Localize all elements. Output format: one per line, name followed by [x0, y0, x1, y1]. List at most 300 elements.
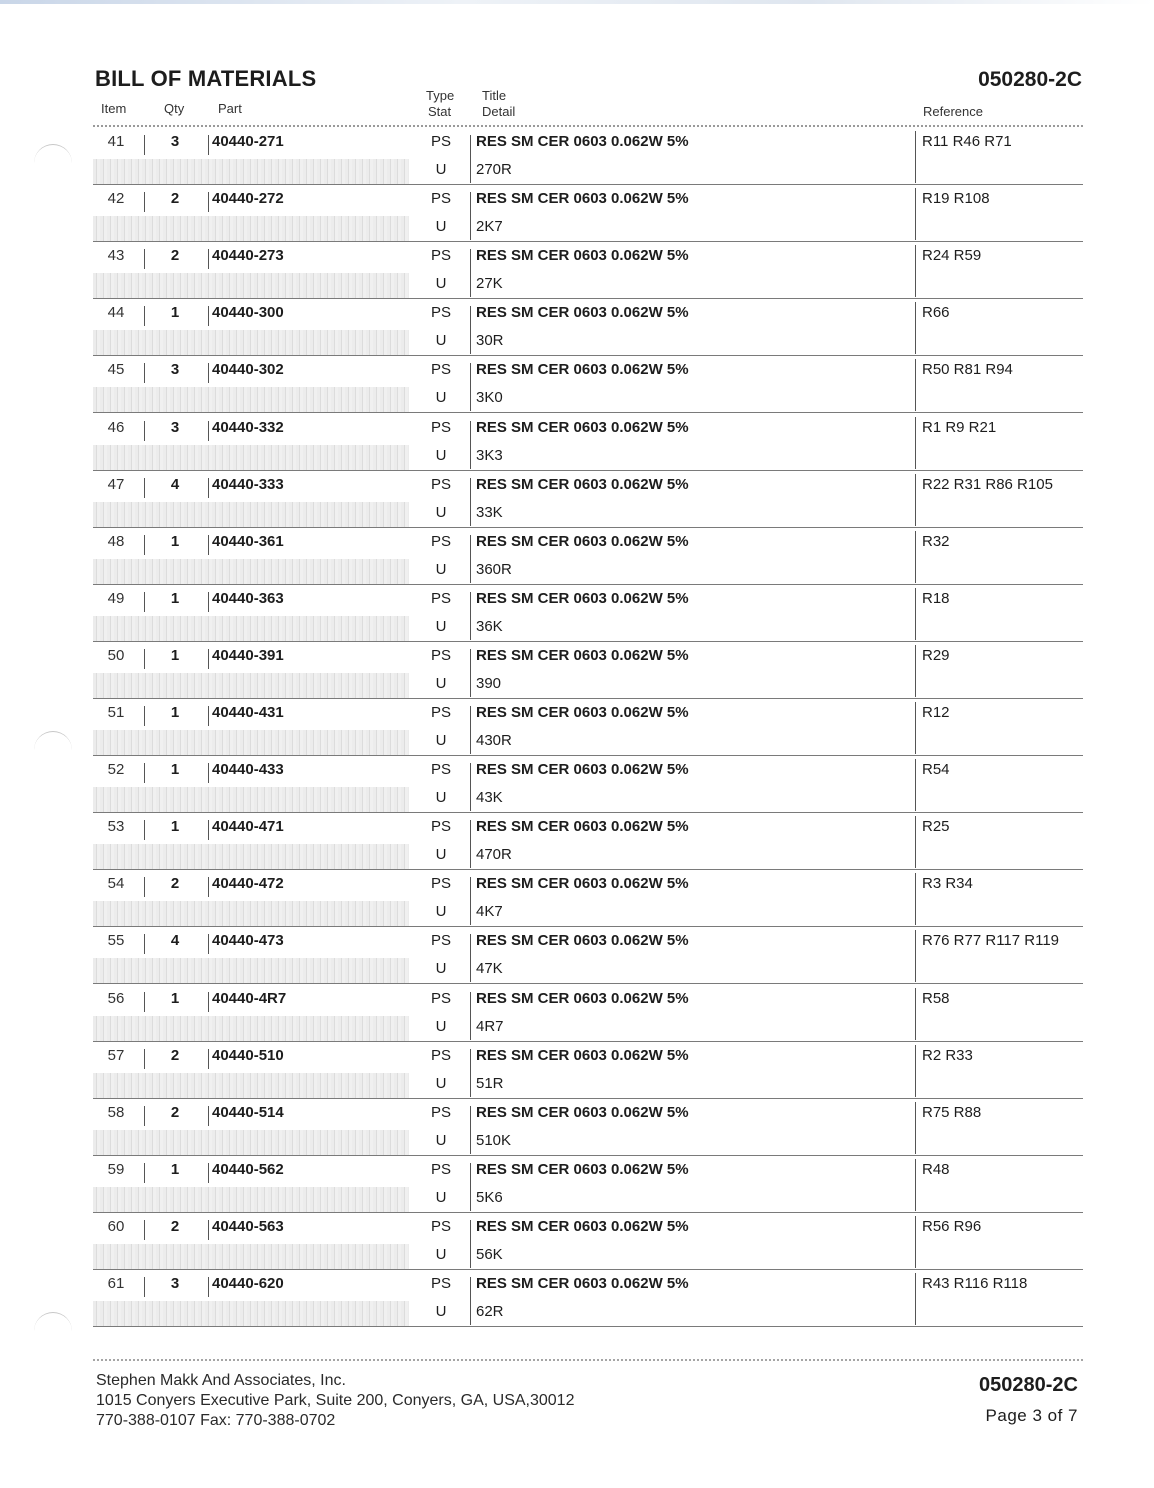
column-separator [915, 588, 916, 640]
company-phone: 770-388-0107 Fax: 770-388-0702 [96, 1412, 336, 1429]
type-code: PS [430, 190, 451, 207]
part-title: RES SM CER 0603 0.062W 5% [476, 133, 689, 150]
column-separator [915, 988, 916, 1040]
column-separator [470, 249, 471, 297]
part-number: 40440-271 [212, 133, 284, 150]
status-code: U [435, 161, 447, 178]
column-separator [915, 873, 916, 925]
status-code: U [435, 1132, 447, 1149]
row-divider [93, 298, 1083, 299]
quantity: 1 [170, 818, 180, 835]
row-divider [93, 527, 1083, 528]
column-separator [470, 478, 471, 526]
column-separator [470, 1106, 471, 1154]
part-detail: 47K [476, 960, 503, 977]
type-code: PS [430, 932, 451, 949]
part-number: 40440-472 [212, 875, 284, 892]
column-header-item: Item [101, 101, 127, 116]
header-divider [93, 125, 1083, 127]
column-separator [915, 1159, 916, 1211]
column-separator [208, 820, 209, 840]
column-header-stat: Stat [428, 104, 452, 119]
reference-designators: R22 R31 R86 R105 [922, 476, 1053, 493]
part-number: 40440-363 [212, 590, 284, 607]
item-number: 51 [107, 704, 125, 721]
part-detail: 430R [476, 732, 512, 749]
table-row [93, 700, 1083, 757]
part-detail: 36K [476, 618, 503, 635]
part-title: RES SM CER 0603 0.062W 5% [476, 818, 689, 835]
column-separator [208, 934, 209, 954]
item-number: 46 [107, 419, 125, 436]
part-number: 40440-433 [212, 761, 284, 778]
column-separator [208, 763, 209, 783]
column-separator [470, 535, 471, 583]
table-row [93, 1214, 1083, 1271]
column-separator [144, 820, 145, 840]
row-divider [93, 1098, 1083, 1099]
part-number-shading [93, 1187, 409, 1212]
type-code: PS [430, 476, 451, 493]
table-row [93, 243, 1083, 300]
part-number-shading [93, 387, 409, 412]
column-separator [470, 1163, 471, 1211]
status-code: U [435, 504, 447, 521]
quantity: 1 [170, 1161, 180, 1178]
reference-designators: R2 R33 [922, 1047, 973, 1064]
part-detail: 470R [476, 846, 512, 863]
part-title: RES SM CER 0603 0.062W 5% [476, 704, 689, 721]
reference-designators: R3 R34 [922, 875, 973, 892]
quantity: 2 [170, 1104, 180, 1121]
column-separator [208, 135, 209, 155]
company-block [96, 1371, 574, 1431]
part-number-shading [93, 1130, 409, 1155]
column-separator [208, 363, 209, 383]
table-row [93, 643, 1083, 700]
table-row [93, 757, 1083, 814]
table-row [93, 928, 1083, 985]
part-title: RES SM CER 0603 0.062W 5% [476, 247, 689, 264]
type-code: PS [430, 990, 451, 1007]
quantity: 3 [170, 419, 180, 436]
reference-designators: R76 R77 R117 R119 [922, 932, 1060, 949]
part-title: RES SM CER 0603 0.062W 5% [476, 1275, 689, 1292]
part-detail: 270R [476, 161, 512, 178]
column-separator [208, 306, 209, 326]
column-separator [470, 592, 471, 640]
table-row [93, 1271, 1083, 1328]
column-separator [470, 1220, 471, 1268]
table-row [93, 357, 1083, 414]
part-number: 40440-431 [212, 704, 284, 721]
row-divider [93, 869, 1083, 870]
part-detail: 360R [476, 561, 512, 578]
item-number: 45 [107, 361, 125, 378]
status-code: U [435, 960, 447, 977]
column-separator [915, 131, 916, 183]
column-separator [208, 249, 209, 269]
status-code: U [435, 275, 447, 292]
part-detail: 51R [476, 1075, 504, 1092]
item-number: 42 [107, 190, 125, 207]
quantity: 3 [170, 133, 180, 150]
quantity: 1 [170, 304, 180, 321]
part-detail: 62R [476, 1303, 504, 1320]
column-separator [144, 649, 145, 669]
part-title: RES SM CER 0603 0.062W 5% [476, 590, 689, 607]
column-separator [208, 1049, 209, 1069]
part-number-shading [93, 159, 409, 184]
part-number-shading [93, 502, 409, 527]
quantity: 1 [170, 990, 180, 1007]
part-number-shading [93, 787, 409, 812]
status-code: U [435, 332, 447, 349]
column-separator [470, 306, 471, 354]
part-number: 40440-273 [212, 247, 284, 264]
type-code: PS [430, 533, 451, 550]
type-code: PS [430, 1047, 451, 1064]
type-code: PS [430, 1104, 451, 1121]
column-separator [208, 592, 209, 612]
reference-designators: R19 R108 [922, 190, 990, 207]
part-number: 40440-620 [212, 1275, 284, 1292]
quantity: 2 [170, 1047, 180, 1064]
company-name: Stephen Makk And Associates, Inc. [96, 1372, 346, 1389]
part-number-shading [93, 330, 409, 355]
table-row [93, 1100, 1083, 1157]
item-number: 59 [107, 1161, 125, 1178]
status-code: U [435, 846, 447, 863]
status-code: U [435, 218, 447, 235]
punch-hole-mark [34, 144, 72, 171]
reference-designators: R56 R96 [922, 1218, 982, 1235]
row-divider [93, 698, 1083, 699]
column-separator [144, 934, 145, 954]
item-number: 50 [107, 647, 125, 664]
part-number-shading [93, 901, 409, 926]
type-code: PS [430, 647, 451, 664]
column-separator [470, 992, 471, 1040]
part-number-shading [93, 1301, 409, 1326]
table-row [93, 300, 1083, 357]
part-detail: 30R [476, 332, 504, 349]
part-number: 40440-563 [212, 1218, 284, 1235]
part-number: 40440-272 [212, 190, 284, 207]
table-row [93, 129, 1083, 186]
part-number-shading [93, 673, 409, 698]
row-divider [93, 470, 1083, 471]
part-detail: 56K [476, 1246, 503, 1263]
column-separator [470, 763, 471, 811]
table-row [93, 871, 1083, 928]
column-separator [144, 1163, 145, 1183]
column-header-reference: Reference [923, 104, 983, 119]
column-separator [144, 478, 145, 498]
type-code: PS [430, 304, 451, 321]
reference-designators: R29 [922, 647, 950, 664]
row-divider [93, 184, 1083, 185]
type-code: PS [430, 875, 451, 892]
type-code: PS [430, 1218, 451, 1235]
quantity: 2 [170, 875, 180, 892]
column-separator [144, 1106, 145, 1126]
part-title: RES SM CER 0603 0.062W 5% [476, 1161, 689, 1178]
row-divider [93, 1326, 1083, 1327]
item-number: 61 [107, 1275, 125, 1292]
part-title: RES SM CER 0603 0.062W 5% [476, 190, 689, 207]
part-title: RES SM CER 0603 0.062W 5% [476, 1218, 689, 1235]
reference-designators: R50 R81 R94 [922, 361, 1013, 378]
part-detail: 4R7 [476, 1018, 504, 1035]
type-code: PS [430, 1275, 451, 1292]
part-detail: 2K7 [476, 218, 503, 235]
quantity: 1 [170, 590, 180, 607]
column-separator [144, 421, 145, 441]
table-row [93, 186, 1083, 243]
part-number-shading [93, 958, 409, 983]
quantity: 3 [170, 361, 180, 378]
item-number: 52 [107, 761, 125, 778]
type-code: PS [430, 133, 451, 150]
part-detail: 43K [476, 789, 503, 806]
column-separator [470, 192, 471, 240]
part-number-shading [93, 216, 409, 241]
row-divider [93, 241, 1083, 242]
part-number-shading [93, 445, 409, 470]
status-code: U [435, 447, 447, 464]
table-row [93, 586, 1083, 643]
column-separator [915, 702, 916, 754]
punch-hole-mark [34, 1312, 72, 1339]
part-number-shading [93, 844, 409, 869]
column-separator [470, 1277, 471, 1325]
column-separator [208, 649, 209, 669]
part-detail: 510K [476, 1132, 512, 1149]
part-number: 40440-510 [212, 1047, 284, 1064]
part-title: RES SM CER 0603 0.062W 5% [476, 419, 689, 436]
type-code: PS [430, 361, 451, 378]
column-separator [208, 192, 209, 212]
column-separator [208, 992, 209, 1012]
part-detail: 4K7 [476, 903, 503, 920]
part-detail: 3K0 [476, 389, 503, 406]
column-separator [144, 1277, 145, 1297]
column-separator [208, 706, 209, 726]
row-divider [93, 983, 1083, 984]
column-separator [470, 135, 471, 183]
part-number-shading [93, 559, 409, 584]
part-number: 40440-471 [212, 818, 284, 835]
column-separator [915, 1045, 916, 1097]
part-number: 40440-361 [212, 533, 284, 550]
reference-designators: R12 [922, 704, 950, 721]
column-separator [144, 306, 145, 326]
column-header-detail: Detail [482, 104, 516, 119]
column-separator [470, 363, 471, 411]
column-separator [915, 359, 916, 411]
status-code: U [435, 1075, 447, 1092]
column-separator [915, 474, 916, 526]
status-code: U [435, 1246, 447, 1263]
part-title: RES SM CER 0603 0.062W 5% [476, 533, 689, 550]
quantity: 4 [170, 476, 180, 493]
row-divider [93, 412, 1083, 413]
column-separator [208, 1220, 209, 1240]
part-title: RES SM CER 0603 0.062W 5% [476, 1047, 689, 1064]
column-separator [208, 1277, 209, 1297]
part-title: RES SM CER 0603 0.062W 5% [476, 1104, 689, 1121]
table-row [93, 814, 1083, 871]
type-code: PS [430, 247, 451, 264]
part-number-shading [93, 1073, 409, 1098]
column-separator [915, 245, 916, 297]
quantity: 1 [170, 704, 180, 721]
part-number: 40440-391 [212, 647, 284, 664]
reference-designators: R32 [922, 533, 950, 550]
part-title: RES SM CER 0603 0.062W 5% [476, 476, 689, 493]
row-divider [93, 1155, 1083, 1156]
column-separator [144, 135, 145, 155]
part-number: 40440-332 [212, 419, 284, 436]
status-code: U [435, 732, 447, 749]
column-separator [144, 763, 145, 783]
column-separator [470, 934, 471, 982]
type-code: PS [430, 590, 451, 607]
quantity: 1 [170, 647, 180, 664]
type-code: PS [430, 818, 451, 835]
part-title: RES SM CER 0603 0.062W 5% [476, 990, 689, 1007]
item-number: 53 [107, 818, 125, 835]
column-separator [144, 706, 145, 726]
status-code: U [435, 561, 447, 578]
column-separator [470, 649, 471, 697]
status-code: U [435, 789, 447, 806]
column-header-qty: Qty [164, 101, 185, 116]
reference-designators: R54 [922, 761, 950, 778]
table-row [93, 1157, 1083, 1214]
part-title: RES SM CER 0603 0.062W 5% [476, 304, 689, 321]
table-row [93, 986, 1083, 1043]
part-title: RES SM CER 0603 0.062W 5% [476, 932, 689, 949]
column-separator [470, 1049, 471, 1097]
punch-hole-mark [34, 731, 72, 758]
row-divider [93, 1041, 1083, 1042]
row-divider [93, 1212, 1083, 1213]
footer-divider [93, 1359, 1083, 1361]
row-divider [93, 812, 1083, 813]
row-divider [93, 926, 1083, 927]
column-separator [915, 1273, 916, 1325]
status-code: U [435, 389, 447, 406]
part-detail: 5K6 [476, 1189, 503, 1206]
part-number: 40440-514 [212, 1104, 284, 1121]
reference-designators: R18 [922, 590, 950, 607]
status-code: U [435, 1189, 447, 1206]
status-code: U [435, 1018, 447, 1035]
row-divider [93, 584, 1083, 585]
item-number: 54 [107, 875, 125, 892]
part-number-shading [93, 730, 409, 755]
quantity: 3 [170, 1275, 180, 1292]
quantity: 2 [170, 1218, 180, 1235]
table-row [93, 1043, 1083, 1100]
column-separator [144, 249, 145, 269]
column-separator [915, 816, 916, 868]
column-separator [915, 188, 916, 240]
item-number: 57 [107, 1047, 125, 1064]
table-row [93, 529, 1083, 586]
item-number: 44 [107, 304, 125, 321]
column-separator [915, 302, 916, 354]
column-separator [144, 992, 145, 1012]
quantity: 4 [170, 932, 180, 949]
column-separator [470, 820, 471, 868]
quantity: 2 [170, 247, 180, 264]
part-title: RES SM CER 0603 0.062W 5% [476, 647, 689, 664]
row-divider [93, 1269, 1083, 1270]
part-number-shading [93, 1244, 409, 1269]
column-header-type: Type [426, 88, 455, 103]
item-number: 47 [107, 476, 125, 493]
part-title: RES SM CER 0603 0.062W 5% [476, 761, 689, 778]
item-number: 49 [107, 590, 125, 607]
column-separator [915, 930, 916, 982]
reference-designators: R43 R116 R118 [922, 1275, 1028, 1292]
reference-designators: R66 [922, 304, 950, 321]
column-separator [208, 1163, 209, 1183]
column-separator [144, 192, 145, 212]
reference-designators: R1 R9 R21 [922, 419, 997, 436]
column-separator [208, 478, 209, 498]
part-detail: 27K [476, 275, 503, 292]
column-separator [144, 535, 145, 555]
document-title: BILL OF MATERIALS [95, 66, 317, 91]
column-separator [915, 645, 916, 697]
status-code: U [435, 903, 447, 920]
row-divider [93, 641, 1083, 642]
column-separator [470, 421, 471, 469]
column-separator [144, 1220, 145, 1240]
part-detail: 3K3 [476, 447, 503, 464]
document-number: 050280-2C [978, 68, 1082, 91]
column-separator [915, 417, 916, 469]
item-number: 56 [107, 990, 125, 1007]
part-number-shading [93, 273, 409, 298]
part-number: 40440-562 [212, 1161, 284, 1178]
item-number: 55 [107, 932, 125, 949]
item-number: 58 [107, 1104, 125, 1121]
quantity: 1 [170, 761, 180, 778]
quantity: 1 [170, 533, 180, 550]
column-header-part: Part [218, 101, 242, 116]
reference-designators: R48 [922, 1161, 950, 1178]
item-number: 43 [107, 247, 125, 264]
status-code: U [435, 618, 447, 635]
column-separator [208, 1106, 209, 1126]
part-number-shading [93, 616, 409, 641]
column-separator [470, 877, 471, 925]
status-code: U [435, 675, 447, 692]
reference-designators: R75 R88 [922, 1104, 982, 1121]
scan-top-edge [0, 0, 1154, 4]
table-row [93, 472, 1083, 529]
type-code: PS [430, 419, 451, 436]
reference-designators: R58 [922, 990, 950, 1007]
part-number: 40440-333 [212, 476, 284, 493]
part-number: 40440-302 [212, 361, 284, 378]
part-title: RES SM CER 0603 0.062W 5% [476, 361, 689, 378]
